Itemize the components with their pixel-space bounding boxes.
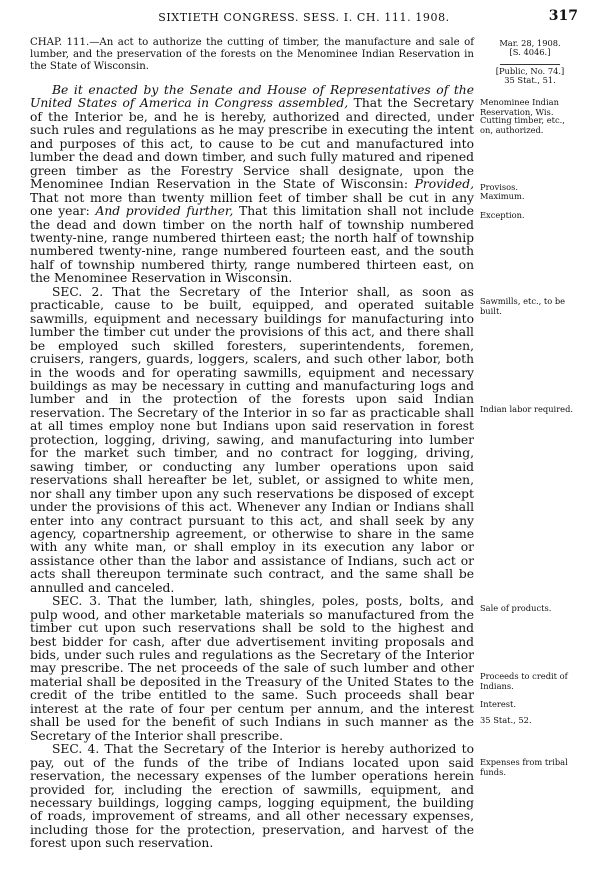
page-header [30,8,578,26]
margin-cutting: Cutting timber, etc., on, authorized. [480,115,565,135]
margin-public: [Public, No. 74.] [495,66,565,76]
margin-expenses: Expenses from tribal funds. [480,757,568,777]
margin-proceeds: Proceeds to credit of Indians. [480,671,568,691]
running-head: SIXTIETH CONGRESS. SESS. I. CH. 111. 1908. [158,11,450,24]
chapter-heading: CHAP. 111.—An act to authorize the cutting of timber, the manufacture and sale of lumber, and the preservation of the forests on the Menominee Indian Reservation in the State of Wisconsin. [30,37,474,72]
margin-sale: Sale of products. [480,603,552,613]
statute-text [30,37,474,851]
margin-date: Mar. 28, 1908. [499,38,561,48]
proviso-1: Provided, [414,177,474,192]
margin-interest: Interest. [480,699,516,709]
section-4: SEC. 4. That the Secretary of the Interior is hereby authorized to pay, out of the funds of the tribe of Indians located upon said reservation, the necessary expenses of the lumber operations herein provided for, including the erection of sawmills, equipment, and necessary buildings, logging camps, logging equipment, the building of roads, improvement of streams, and all other necessary expenses, including those for the protection, preservation, and harvest of the forest upon such reservation. [30,742,474,851]
enacting-text-3: That this limitation shall not include the dead and down timber on the north half of township numbered twenty-nine, range numbered thirteen east; the north half of township numbered twenty-nine, range numbered fourteen east, and the south half of township numbered thirty, range numbered thirteen east, on the Menominee Reservation in Wisconsin. [30,204,474,286]
margin-indian-labor: Indian labor required. [480,404,574,414]
margin-provisos: Provisos. [480,182,519,192]
enacting-text-1: That the Secretary of the Interior be, and he is hereby, authorized and directed, under such rules and regulations as he may prescribe in executing the intent and purposes of this act, to cause to be cut and manufactured into lumber the dead and down timber, and such fully matured and ripened green timber as the Forestry Service shall designate, upon the Menominee Indian Reservation in the State of Wisconsin: [30,96,474,192]
margin-stat-2: 35 Stat., 52. [480,715,532,725]
margin-stat-1: 35 Stat., 51. [504,75,556,85]
margin-menominee: Menominee Indian Reservation, Wis. [480,97,559,117]
enacting-paragraph [30,84,474,286]
section-2: SEC. 2. That the Secretary of the Interior shall, as soon as practicable, cause to be built, equipped, and operated suitable sawmills, equipment and necessary buildings for manufacturing into lumber the timber cut under the provisions of this act, and there shall be employed such skilled foresters, superintendents, foremen, cruisers, rangers, guards, loggers, scalers, and such other labor, both in the woods and for operating sawmills, equipment and necessary buildings as may be necessary in cutting and manufacturing logs and lumber and in the protection of the forests upon said Indian reservation. The Secretary of the Interior in so far as practicable shall at all times employ none but Indians upon said reservation in forest protection, logging, driving, sawing, and manufacturing into lumber for the market such timber, and no contract for logging, driving, sawing timber, or conducting any lumber operations upon said reservations shall hereafter be let, sublet, or assigned to white men, nor shall any timber upon any such reservations be disposed of except under the provisions of this act. Whenever any Indian or Indians shall enter into any contract pursuant to this act, and shall seek by any agency, copartnership agreement, or otherwise to share in the same with any white man, or shall employ in its execution any labor or assistance other than the labor and assistance of Indians, such act or acts shall thereupon terminate such contract, and the same shall be annulled and canceled. [30,284,474,595]
proviso-2: And provided further, [95,204,234,219]
margin-bill: [S. 4046.] [509,47,551,57]
enacting-text-2: That not more than twenty million feet of timber shall be cut in any one year: [30,190,474,219]
enacting-clause: Be it enacted by the Senate and House of Representatives of the United States of America in Congress assembled, [30,83,474,111]
section-3: SEC. 3. That the lumber, lath, shingles, poles, posts, bolts, and pulp wood, and other marketable materials so manufactured from the timber cut upon such reservations shall be sold to the highest and best bidder for cash, after due advertisement inviting proposals and bids, under such rules and regulations as the Secretary of the Interior may prescribe. The net proceeds of the sale of such lumber and other material shall be deposited in the Treasury of the United States to the credit of the tribe entitled to the same. Such proceeds shall bear interest at the rate of four per centum per annum, and the interest shall be used for the benefit of such Indians in such manner as the Secretary of the Interior shall prescribe. [30,594,474,743]
margin-rule [500,64,560,65]
margin-maximum: Maximum. [480,191,525,201]
margin-exception: Exception. [480,210,525,220]
page-number: 317 [548,8,578,24]
margin-sawmills: Sawmills, etc., to be built. [480,296,566,316]
